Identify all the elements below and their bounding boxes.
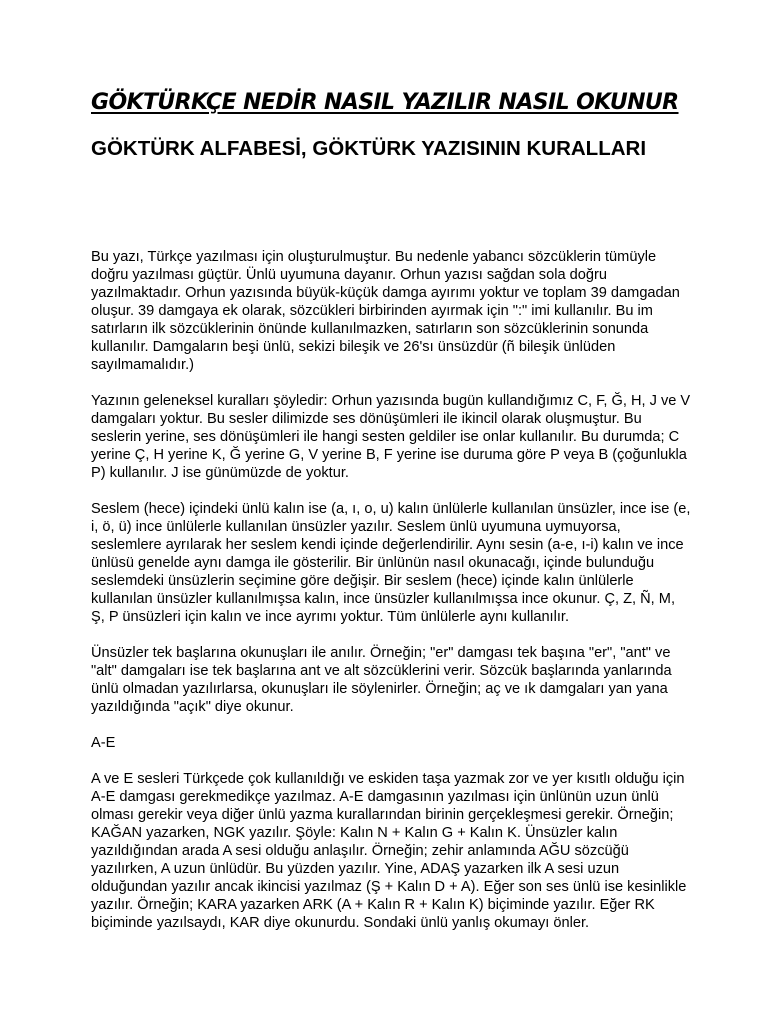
paragraph-a-e-rules: A ve E sesleri Türkçede çok kullanıldığı ve eskiden taşa yazmak zor ve yer kısıtlı olduğu için A-E damgası gerekmedikçe yazılmaz. A-E damgasının yazılması için ünlünün uzun ünlü olması gerekir veya diğer ünlü yazma kurallarından birinin gerçekleşmesi gerekir. Örneğin; KAĞAN yazarken, NGK yazılır. Şöyle: Kalın N + Kalın G + Kalın K. Ünsüzler kalın yazıldığından arada A sesi olduğu anlaşılır. Örneğin; zehir anlamında AĞU sözcüğü yazılırken, A uzun ünlüdür. Bu yüzden yazılır. Yine, ADAŞ yazarken ilk A sesi uzun olduğundan yazılır ancak ikincisi yazılmaz (Ş + Kalın D + A). Eğer son ses ünlü ise kesinlikle yazılır. Örneğin; KARA yazarken ARK (A + Kalın R + Kalın K) biçiminde yazılır. Eğer RK biçiminde yazılsaydı, KAR diye okunurdu. Sondaki ünlü yanlış okumayı önler. [91,771,687,931]
paragraph-intro: Bu yazı, Türkçe yazılması için oluşturulmuştur. Bu nedenle yabancı sözcüklerin tümüyle doğru yazılması güçtür. Ünlü uyumuna dayanır. Orhun yazısı sağdan sola doğru yazılmaktadır. Orhun yazısında büyük-küçük damga ayırımı yoktur ve toplam 39 damgadan oluşur. 39 damgaya ek olarak, sözcükleri birbirinden ayırmak için ":" imi kullanılır. Bu im satırların ilk sözcüklerinin önünde kullanılmazken, satırların son sözcüklerinin sonunda kullanılır. Damgaların beşi ünlü, sekizi bileşik ve 26'sı ünsüzdür (ñ bileşik ünlüden sayılmamalıdır.) [91,249,680,373]
paragraph-traditional-rules: Yazının geleneksel kuralları şöyledir: Orhun yazısında bugün kullandığımız C, F, Ğ, H, J ve V damgaları yoktur. Bu sesler dilimizde ses dönüşümleri ile ikincil olarak oluşmuştur. Bu seslerin yerine, ses dönüşümleri ile hangi sesten geldiler ise onlar kullanılır. Bu durumda; C yerine Ç, H yerine K, Ğ yerine G, V yerine B, F yerine ise duruma göre P veya B (çoğunlukla P) kullanılır. J ise günümüzde de yoktur. [91,393,691,481]
document-body [91,248,691,932]
paragraph-consonant-reading: Ünsüzler tek başlarına okunuşları ile anılır. Örneğin; "er" damgası tek başına "er", "ant" ve "alt" damgaları ise tek başlarına ant ve alt sözcüklerini verir. Sözcük başlarında yanlarında ünlü olmadan yazılırlarsa, okunuşları ile söylenirler. Örneğin; aç ve ık damgaları yan yana yazıldığında "açık" diye okunur. [91,645,672,715]
section-heading-a-e: A-E [91,735,116,751]
document-title: GÖKTÜRKÇE NEDİR NASIL YAZILIR NASIL OKUNUR [91,90,679,115]
document-subtitle: GÖKTÜRK ALFABESİ, GÖKTÜRK YAZISININ KURALLARI [91,137,647,160]
paragraph-syllable-rules: Seslem (hece) içindeki ünlü kalın ise (a, ı, o, u) kalın ünlülerle kullanılan ünsüzler, ince ise (e, i, ö, ü) ince ünlülerle kullanılan ünsüzler yazılır. Seslem ünlü uyumuna uymuyorsa, seslemlere ayrılarak her seslem kendi içinde değerlendirilir. Aynı sesin (a-e, ı-i) kalın ve ince ünlüsü genelde aynı damga ile gösterilir. Bir ünlünün nasıl okunacağı, içinde bulunduğu seslemdeki ünsüzlerin seçimine göre değişir. Bir seslem (hece) içinde kalın ünlülerle kullanılan ünsüzler kullanılmışsa kalın, ince ünsüzler kullanılmışsa ince okunur. Ç, Z, Ñ, M, Ş, P ünsüzleri için kalın ve ince ayrımı yoktur. Tüm ünlülerle aynı kullanılır. [91,501,691,625]
